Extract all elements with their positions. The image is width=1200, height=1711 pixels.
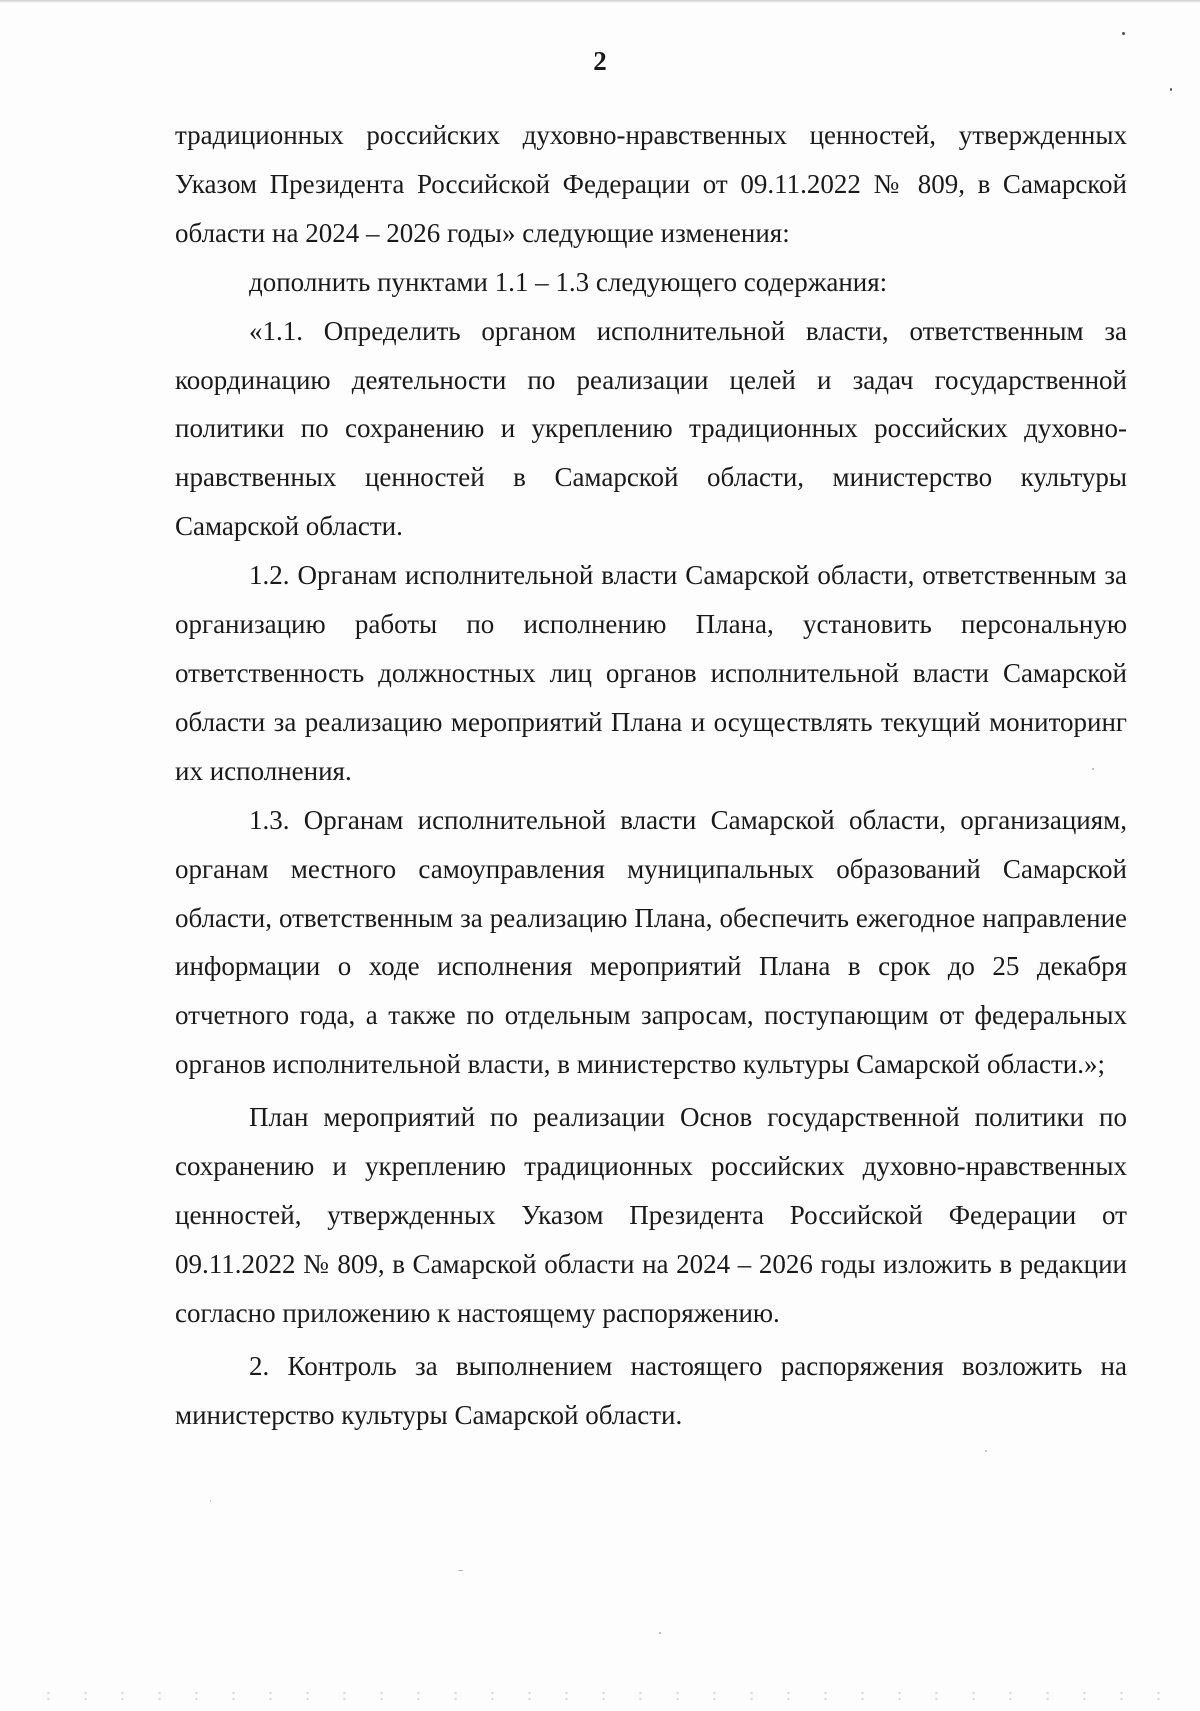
- scan-speck: [210, 1500, 211, 1502]
- document-body: [175, 111, 1127, 1439]
- paragraph-amend-intro: дополнить пунктами 1.1 – 1.3 следующего содержания:: [249, 266, 888, 297]
- scan-speck: [458, 1570, 463, 1571]
- scan-top-edge: [0, 0, 1200, 3]
- scan-speck: [1092, 768, 1094, 770]
- scan-speck: [1122, 32, 1125, 35]
- scan-speck: [1170, 88, 1172, 91]
- scan-noise: [30, 1690, 1170, 1700]
- paragraph-continuation: традиционных российских духовно-нравственных ценностей, утвержденных Указом Президента Российской Федерации от 09.11.2022 № 809, в Самарской области на 2024 – 2026 годы» следующие изменения:: [175, 120, 1127, 248]
- paragraph-plan: План мероприятий по реализации Основ государственной политики по сохранению и укреплению традиционных российских духовно-нравственных ценностей, утвержденных Указом Президента Российской Федерации от 09.11.2022 № 809, в Самарской области на 2024 – 2026 годы изложить в редакции согласно приложению к настоящему распоряжению.: [175, 1102, 1127, 1328]
- page-number: 2: [593, 46, 607, 76]
- scan-speck: [985, 1450, 987, 1452]
- paragraph-item-1-3: 1.3. Органам исполнительной власти Самарской области, организациям, органам местного самоуправления муниципальных образований Самарской области, ответственным за реализацию Плана, обеспечить ежегодное направление информации о ходе исполнения мероприятий Плана в срок до 25 декабря отчетного года, а также по отдельным запросам, поступающим от федеральных органов исполнительной власти, в министерство культуры Самарской области.»;: [175, 804, 1127, 1080]
- paragraph-item-1-1: «1.1. Определить органом исполнительной власти, ответственным за координацию деятельности по реализации целей и задач государственной политики по сохранению и укреплению традиционных российских духовно-нравственных ценностей в Самарской области, министерство культуры Самарской области.: [175, 315, 1127, 542]
- scan-speck: [659, 1632, 661, 1634]
- paragraph-control: 2. Контроль за выполнением настоящего распоряжения возложить на министерство культуры Самарской области.: [175, 1350, 1127, 1430]
- paragraph-item-1-2: 1.2. Органам исполнительной власти Самарской области, ответственным за организацию работы по исполнению Плана, установить персональную ответственность должностных лиц органов исполнительной власти Самарской области за реализацию мероприятий Плана и осуществлять текущий мониторинг их исполнения.: [175, 560, 1127, 786]
